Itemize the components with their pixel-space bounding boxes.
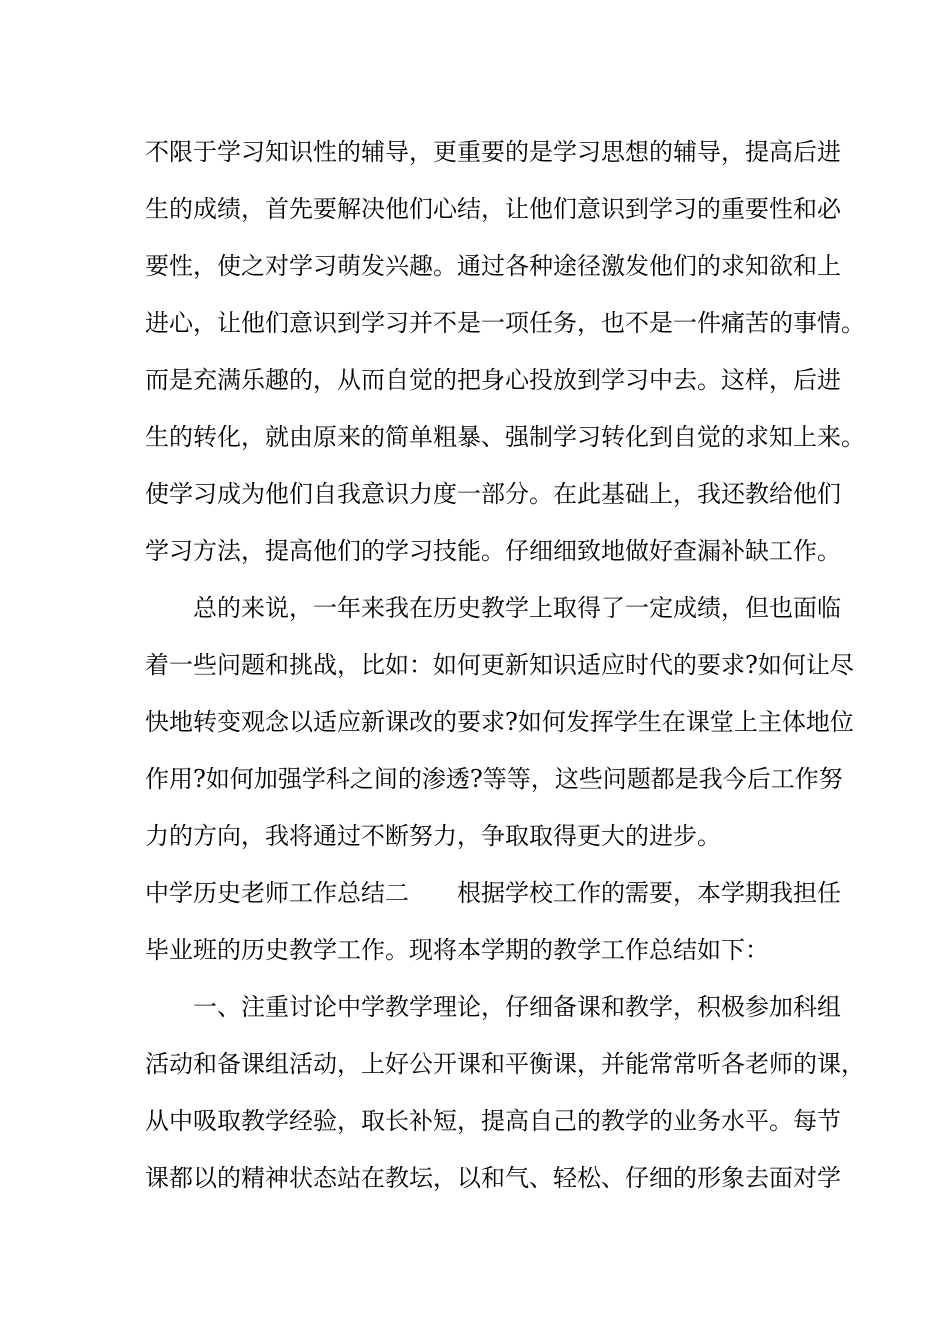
text-line: 使学习成为他们自我意识力度一部分。在此基础上，我还教给他们 xyxy=(145,480,841,508)
section-heading-line: 中学历史老师工作总结二 根据学校工作的需要，本学期我担任 xyxy=(145,879,841,907)
text-line: 从中吸取教学经验，取长补短，提高自己的教学的业务水平。每节 xyxy=(145,1107,841,1135)
text-line: 一、注重讨论中学教学理论，仔细备课和教学，积极参加科组 xyxy=(145,993,841,1021)
text-line: 活动和备课组活动，上好公开课和平衡课，并能常常听各老师的课， xyxy=(145,1050,865,1078)
text-line: 生的转化，就由原来的简单粗暴、强制学习转化到自觉的求知上来。 xyxy=(145,423,865,451)
text-line: 总的来说，一年来我在历史教学上取得了一定成绩，但也面临 xyxy=(145,594,841,622)
text-line: 而是充满乐趣的，从而自觉的把身心投放到学习中去。这样，后进 xyxy=(145,366,841,394)
text-line: 进心，让他们意识到学习并不是一项任务，也不是一件痛苦的事情。 xyxy=(145,309,865,337)
text-line: 要性，使之对学习萌发兴趣。通过各种途径激发他们的求知欲和上 xyxy=(145,252,841,280)
text-line: 毕业班的历史教学工作。现将本学期的教学工作总结如下： xyxy=(145,936,769,964)
text-line: 力的方向，我将通过不断努力，争取取得更大的进步。 xyxy=(145,822,721,850)
text-line: 快地转变观念以适应新课改的要求?如何发挥学生在课堂上主体地位 xyxy=(145,708,854,736)
text-line: 课都以的精神状态站在教坛，以和气、轻松、仔细的形象去面对学 xyxy=(145,1164,841,1192)
text-line: 作用?如何加强学科之间的渗透?等等，这些问题都是我今后工作努 xyxy=(145,765,843,793)
text-line: 生的成绩，首先要解决他们心结，让他们意识到学习的重要性和必 xyxy=(145,195,841,223)
text-line: 着一些问题和挑战，比如：如何更新知识适应时代的要求?如何让尽 xyxy=(145,651,854,679)
text-line: 不限于学习知识性的辅导，更重要的是学习思想的辅导，提高后进 xyxy=(145,138,841,166)
text-line: 学习方法，提高他们的学习技能。仔细细致地做好查漏补缺工作。 xyxy=(145,537,841,565)
